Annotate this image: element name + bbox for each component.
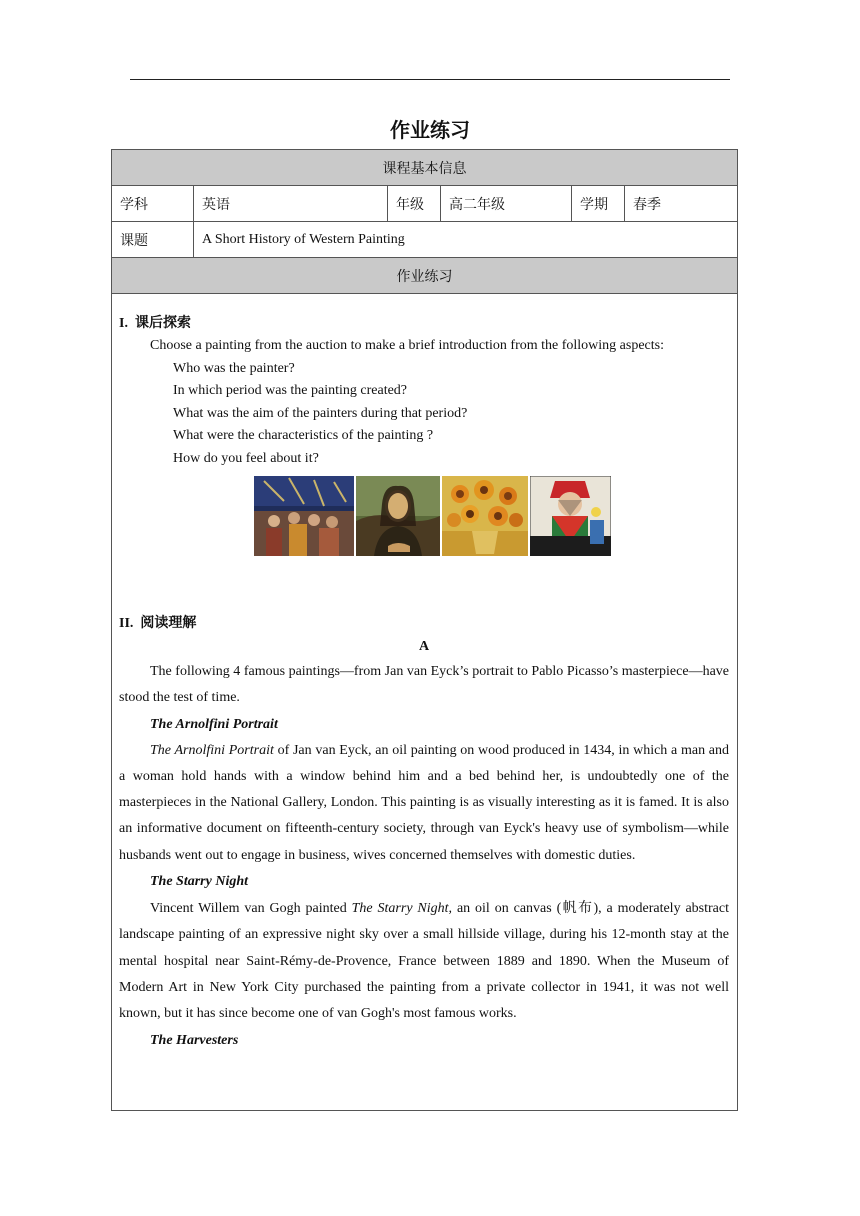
table-header: 课程基本信息	[112, 150, 738, 186]
article-intro: The following 4 famous paintings—from Jan van Eyck’s portrait to Pablo Picasso’s masterpiece—have stood the test of time.	[119, 664, 729, 706]
part1-intro: Choose a painting from the auction to make a brief introduction from the following aspects:	[150, 338, 664, 353]
section-header: 作业练习	[112, 258, 738, 294]
canvas-chinese-gloss: 帆布	[561, 900, 594, 917]
starry-text-c: an oil on canvas (	[452, 901, 562, 917]
mona-lisa-image	[356, 476, 440, 556]
arnolfini-title-inline: The Arnolfini Portrait	[150, 742, 274, 758]
question-item: Who was the painter?	[173, 360, 295, 376]
section-title-starry-night: The Starry Night	[150, 874, 249, 890]
term-label: 学期	[572, 186, 625, 222]
starry-text-a: Vincent Willem van Gogh painted	[150, 901, 352, 917]
question-item: What were the characteristics of the painting ?	[173, 428, 434, 443]
part1-heading	[119, 312, 729, 335]
section-title-arnolfini: The Arnolfini Portrait	[150, 716, 278, 732]
grade-value: 高二年级	[441, 186, 572, 222]
topic-value: A Short History of Western Painting	[194, 222, 738, 258]
exercise-content	[119, 312, 729, 1054]
page-title: 作业练习	[390, 118, 470, 142]
question-item: How do you feel about it?	[173, 450, 319, 466]
giotto-painting-image	[254, 476, 354, 556]
part1-title: 课后探索	[134, 315, 191, 331]
starry-text-e: ), a moderately abstract landscape painting of an expressive night sky over a small hillside village, during his 12-month stay at the mental hospital near Saint-Rémy-de-Provence, France between 1889 and 1890. When the Museum of Modern Art in New York City purchased the painting from a private collector in 1941, it was not well known, but it has since become one of van Gogh's most famous works.	[119, 901, 729, 1022]
part2-heading	[119, 612, 729, 635]
section-title-harvesters: The Harvesters	[150, 1032, 239, 1048]
term-value: 春季	[625, 186, 738, 222]
sunflowers-image	[442, 476, 528, 556]
grade-label: 年级	[388, 186, 441, 222]
subject-label: 学科	[112, 186, 194, 222]
article-letter: A	[418, 639, 430, 654]
painting-images-row	[119, 476, 729, 556]
question-item: What was the aim of the painters during that period?	[173, 405, 468, 421]
question-item: In which period was the painting created?	[173, 383, 408, 398]
paragraph-arnolfini	[119, 738, 729, 869]
subject-value: 英语	[194, 186, 388, 222]
part2-title: 阅读理解	[140, 615, 197, 631]
course-info-table	[111, 149, 738, 294]
arnolfini-text: of Jan van Eyck, an oil painting on wood produced in 1434, in which a man and a woman hold hands with a window behind him and a bed behind her, is undoubtedly one of the masterpieces in the National Gallery, London. This painting is as visually interesting as it is famed. It is also an informative document on fifteenth-century society, through van Eyck's heavy use of symbolism—while husbands went out to engage in business, wives concerned themselves with domestic duties.	[119, 742, 729, 863]
paragraph-starry-night	[119, 895, 729, 1027]
part1-number: I.	[119, 316, 128, 331]
starry-title-inline: The Starry Night,	[351, 901, 453, 917]
picasso-painting-image	[530, 476, 611, 556]
header-rule	[130, 79, 730, 80]
part2-number: II.	[119, 616, 134, 631]
topic-label: 课题	[112, 222, 194, 258]
